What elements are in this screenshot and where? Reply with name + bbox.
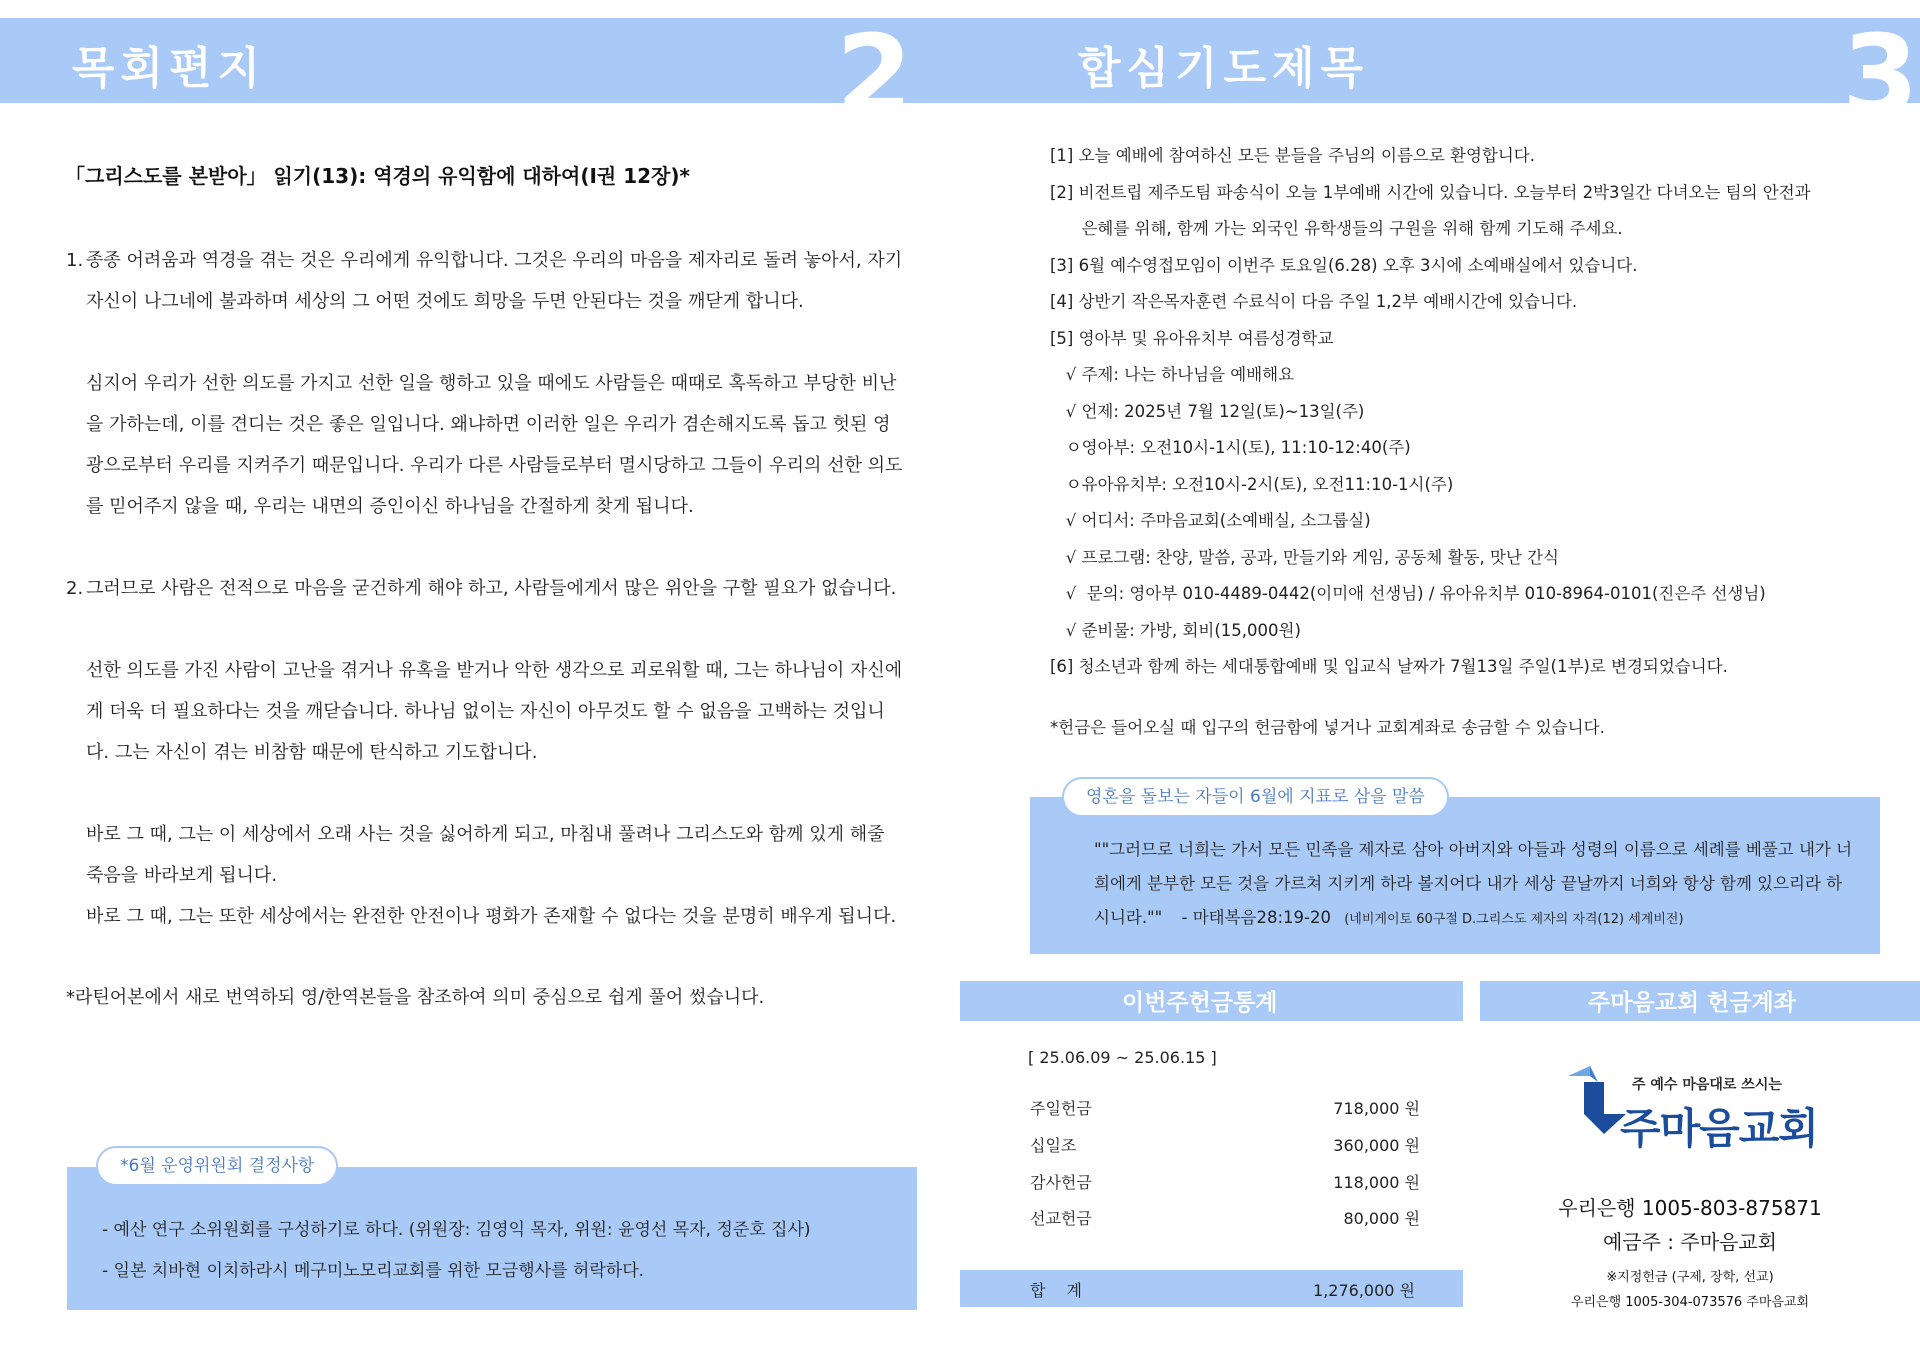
prayer-item: √ 문의: 영아부 010-4489-0442(이미애 선생님) / 유아유치부 010-8964-0101(진은주 선생님) (1050, 584, 1766, 603)
decision-title-pill: *6월 운영위원회 결정사항 (96, 1146, 338, 1186)
left-header-bar (0, 11, 960, 139)
account-number: 우리은행 1005-803-875871 (1558, 1196, 1822, 1220)
decision-item: - 예산 연구 소위원회를 구성하기로 하다. (위원장: 김영익 목자, 위원: 윤영선 목자, 정준호 집사) (102, 1220, 811, 1240)
left-section-title: 목회편지 (72, 43, 267, 94)
logo-slogan: 주 예수 마음대로 쓰시는 (1632, 1077, 1782, 1093)
designated-offering-account: 우리은행 1005-304-073576 주마음교회 (1570, 1295, 1810, 1310)
offering-label: 선교헌금 (1030, 1209, 1092, 1228)
offering-amount: 118,000 원 (1333, 1173, 1420, 1192)
letter-paragraph-2 (66, 363, 906, 527)
letter-paragraph-6 (66, 896, 906, 937)
account-holder: 예금주 : 주마음교회 (1602, 1230, 1777, 1254)
prayer-item: ㅇ유아유치부: 오전10시-2시(토), 오전11:10-1시(주) (1050, 474, 1454, 494)
scripture-reference: - 마태복음28:19-20 (1181, 908, 1331, 927)
prayer-item: √ 준비물: 가방, 회비(15,000원) (1050, 620, 1301, 640)
scripture-quote (1094, 833, 1854, 937)
prayer-item: √ 프로그램: 찬양, 말씀, 공과, 만들기와 게임, 공동체 활동, 맛난 간식 (1050, 547, 1559, 567)
offering-label: 감사헌금 (1030, 1173, 1092, 1192)
offering-label: 십일조 (1030, 1136, 1077, 1155)
paragraph-text: 바로 그 때, 그는 이 세상에서 오래 사는 것을 싫어하게 되고, 마침내 풀려나 그리스도와 함께 있게 해줄 죽음을 바라보게 됩니다. (86, 824, 885, 886)
letter-paragraph-4 (66, 650, 906, 773)
right-page-number: 3 (1842, 11, 1919, 139)
prayer-item: [5] 영아부 및 유아유치부 여름성경학교 (1050, 328, 1334, 348)
offering-label: 주일헌금 (1030, 1099, 1092, 1118)
offering-amount: 360,000 원 (1333, 1136, 1420, 1155)
scripture-source: (네비게이토 60구절 D.그리스도 제자의 자격(12) 세계비전) (1344, 912, 1684, 927)
offering-amount: 718,000 원 (1333, 1099, 1420, 1118)
paragraph-number: 1. (66, 250, 84, 271)
letter-paragraph-3 (66, 568, 906, 609)
paragraph-text: 심지어 우리가 선한 의도를 가지고 선한 일을 행하고 있을 때에도 사람들은 때때로 혹독하고 부당한 비난을 가하는데, 이를 견디는 것은 좋은 일입니다. 왜냐하면 이러한 일은 우리가 겸손해지도록 돕고 헛된 영광으로부터 우리를 지켜주기 때문입니다. 우리가 다른 사람들로부터 멸시당하고 그들이 우리의 선한 의도를 믿어주지 않을 때, 우리는 내면의 증인이신 하나님을 간절하게 찾게 됩니다. (86, 373, 903, 517)
letter-paragraph-5 (66, 814, 906, 896)
paragraph-text: 바로 그 때, 그는 또한 세상에서는 완전한 안전이나 평화가 존재할 수 없다는 것을 분명히 배우게 됩니다. (86, 906, 897, 927)
prayer-list (1050, 138, 1870, 686)
right-header-bar (960, 11, 1920, 139)
left-page-number: 2 (836, 11, 913, 139)
scripture-title-pill: 영혼을 돌보는 자들이 6월에 지표로 삼을 말씀 (1062, 777, 1449, 817)
decision-box (67, 1167, 917, 1310)
prayer-item: [4] 상반기 작은목자훈련 수료식이 다음 주일 1,2부 예배시간에 있습니다. (1050, 292, 1578, 311)
church-account-bar (1480, 981, 1920, 1021)
prayer-item: 은혜를 위해, 함께 가는 외국인 유학생들의 구원을 위해 함께 기도해 주세요. (1050, 219, 1623, 238)
offering-total-bar (960, 1270, 1463, 1307)
offering-stats-bar (960, 981, 1463, 1021)
offering-stats-title: 이번주헌금통계 (1122, 989, 1278, 1016)
prayer-item: √ 언제: 2025년 7월 12일(토)~13일(주) (1050, 401, 1365, 421)
decision-item: - 일본 치바현 이치하라시 메구미노모리교회를 위한 모금행사를 허락하다. (102, 1261, 645, 1281)
scripture-box (1030, 797, 1880, 954)
prayer-item: [1] 오늘 예배에 참여하신 모든 분들을 주님의 이름으로 환영합니다. (1050, 146, 1535, 165)
paragraph-text: 선한 의도를 가진 사람이 고난을 겪거나 유혹을 받거나 악한 생각으로 괴로워할 때, 그는 하나님이 자신에게 더욱 더 필요하다는 것을 깨닫습니다. 하나님 없이는 자신이 아무것도 할 수 없음을 고백하는 것입니다. 그는 자신이 겪는 비참함 때문에 탄식하고 기도합니다. (86, 660, 903, 763)
prayer-item: √ 주제: 나는 하나님을 예배해요 (1050, 365, 1295, 384)
letter-paragraph-1 (66, 240, 906, 322)
offering-total-amount: 1,276,000 원 (1313, 1281, 1415, 1300)
paragraph-text: 그러므로 사람은 전적으로 마음을 굳건하게 해야 하고, 사람들에게서 많은 위안을 구할 필요가 없습니다. (86, 578, 897, 599)
paragraph-number: 2. (66, 578, 84, 599)
paragraph-text: 종종 어려움과 역경을 겪는 것은 우리에게 유익합니다. 그것은 우리의 마음을 제자리로 돌려 놓아서, 자기 자신이 나그네에 불과하며 세상의 그 어떤 것에도 희망을 두면 안된다는 것을 깨닫게 합니다. (86, 250, 903, 312)
scripture-text: ""그러므로 너희는 가서 모든 민족을 제자로 삼아 아버지와 아들과 성령의 이름으로 세례를 베풀고 내가 너희에게 분부한 모든 것을 가르쳐 지키게 하라 볼지어다 내가 세상 끝날까지 너희와 항상 함께 있으리라 하시니라."" (1094, 840, 1853, 927)
prayer-item: [6] 청소년과 함께 하는 세대통합예배 및 입교식 날짜가 7월13일 주일(1부)로 변경되었습니다. (1050, 657, 1728, 676)
right-section-title: 합심기도제목 (1078, 43, 1370, 94)
prayer-item: ㅇ영아부: 오전10시-1시(토), 11:10-12:40(주) (1050, 438, 1411, 457)
offering-amount: 80,000 원 (1343, 1209, 1420, 1228)
church-account-title: 주마음교회 헌금계좌 (1588, 989, 1796, 1016)
church-logo (1560, 1062, 1820, 1162)
letter-heading: 「그리스도를 본받아」 읽기(13): 역경의 유익함에 대하여(I권 12장)* (65, 164, 690, 188)
logo-church-name: 주마음교회 (1620, 1104, 1818, 1153)
prayer-item: √ 어디서: 주마음교회(소예배실, 소그룹실) (1050, 511, 1371, 530)
offering-period: [ 25.06.09 ~ 25.06.15 ] (1028, 1048, 1217, 1067)
prayer-item: [3] 6월 예수영접모임이 이번주 토요일(6.28) 오후 3시에 소예배실에서 있습니다. (1050, 255, 1638, 275)
designated-offering-note: ※지정헌금 (구제, 장학, 선교) (1606, 1270, 1774, 1285)
prayer-item: [2] 비전트립 제주도팀 파송식이 오늘 1부예배 시간에 있습니다. 오늘부터 2박3일간 다녀오는 팀의 안전과 (1050, 182, 1811, 202)
offering-note: *헌금은 들어오실 때 입구의 헌금함에 넣거나 교회계좌로 송금할 수 있습니다. (1050, 718, 1605, 737)
offering-total-label: 합 계 (1030, 1281, 1090, 1300)
letter-footnote: *라틴어본에서 새로 번역하되 영/한역본들을 참조하여 의미 중심으로 쉽게 풀어 썼습니다. (66, 987, 765, 1008)
